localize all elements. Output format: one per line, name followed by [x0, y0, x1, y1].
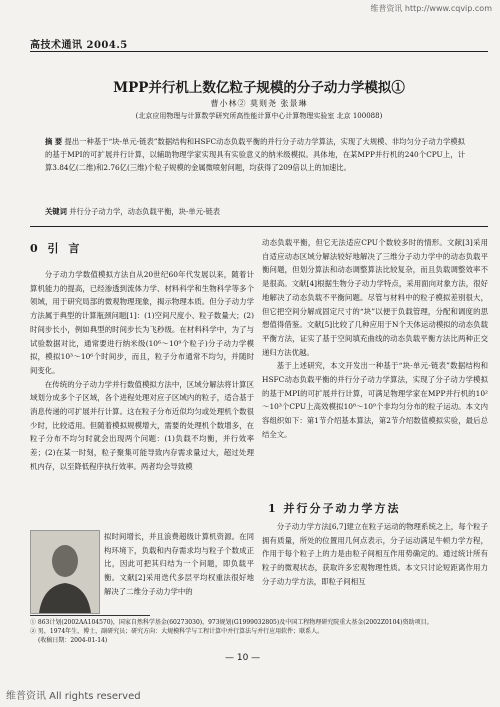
journal-header: 高技术通讯 2004.5: [30, 40, 128, 51]
bio-text-block: [104, 530, 254, 599]
affiliation: (北京应用物理与计算数学研究所高性能计算中心计算物理实验室 北京 100088): [135, 112, 383, 120]
footnote: ② 男，1974年生，博士，副研究员；研究方向：大规模科学与工程计算中并行算法与并行应用软件；联系人。: [30, 628, 324, 635]
page-number: — 10 —: [225, 653, 261, 663]
authors: 曹小林② 莫则尧 张景琳: [210, 99, 308, 108]
header-rule: [30, 51, 488, 52]
keywords: [45, 207, 465, 217]
watermark-top: 维普资讯 http://www.cqvip.com: [370, 4, 492, 13]
paper-title: MPP并行机上数亿粒子规模的分子动力学模拟①: [113, 80, 405, 96]
right-column-lower: [262, 520, 488, 589]
footnote-rule: [30, 615, 150, 616]
footnote: ① 863计划(2002AA104570)，国家自然科学基金(60273030)，973规划(G1999032805)及中国工程物理研究院重大基金(2002Z0104)资助项目。: [30, 619, 433, 626]
author-photo: [30, 530, 100, 614]
paragraph: 拟时间增长，并且浪费超级计算机资源。在同构环境下，负载和内存需求均与粒子个数成正比，因此可把其归结为一个问题，即负载平衡。文献[2]采用迭代多层平均权重法很好地解决了二维分子动力学中的: [104, 532, 254, 596]
abstract-text: 提出一种基于“块-单元-链表”数据结构和HSFC动态负载平衡的并行分子动力学算法，实现了大规模、非均匀分子动力学模拟的基于MPI的可扩展并行计算，以辅助物理学家实现具有实验意义的纳米级模拟。具体地，在某MPP并行机的240个CPU上，计算3.84亿(二维)和2.76亿(三维)个粒子规模的金属微喷射问题，均获得了209倍以上的加速比。: [45, 137, 465, 172]
paragraph: 分子动力学数值模拟方法自从20世纪60年代发展以来，随着计算机能力的提高，已经渗透到流体力学、材料科学和生物科学等多个领域，用于研究局部的微观物理现象，揭示物理本质。但分子动力学方法属于典型的计算瓶颈问题[1]：(1)空间尺度小、粒子数量大；(2)时间步长小，例如典型的时间步长为飞秒级。在材料科学中，为了与试验数据对比，通常要进行纳米级(10⁶～10⁹个粒子)分子动力学模拟，模拟10³～10⁶个时间步，而且，粒子分布通常不均匀，并随时间变化。: [30, 270, 254, 375]
right-column: [262, 236, 488, 442]
abstract-rule: [30, 226, 488, 227]
paragraph: 分子动力学方法[6,7]建立在粒子运动的物理系统之上，每个粒子拥有质量，所处的位置用几何点表示，分子运动满足牛顿力学方程，作用于每个粒子上的力是由粒子间相互作用势确定的。通过统计所有粒子的微观状态，获取许多宏观物理性质。本文只讨论短距离作用力分子动力学方法，即粒子间相互: [262, 522, 488, 586]
keywords-text: 并行分子动力学，动态负载平衡，块-单元-链表: [69, 207, 221, 216]
abstract-label: 摘 要: [45, 137, 63, 146]
paragraph: 动态负载平衡，但它无法适应CPU个数较多时的情形。文献[3]采用自适应动态区域分解法较好地解决了三维分子动力学中的动态负载平衡问题，但划分算法和动态调整算法比较复杂，而且负载调整效率不是很高。文献[4]根据生物分子动力学特点，采用面向对象方法，很好地解决了动态负载不平衡问题。尽管与材料中的粒子模拟差别很大，但它把空间分解成固定尺寸的“块”以便于负载管理，分配和调度的思想值得借鉴。文献[5]比较了几种应用于N个天体运动模拟的动态负载平衡方法，证实了基于空间填充曲线的动态负载平衡方法比两种正交递归方法优越。: [262, 238, 488, 357]
abstract: [45, 135, 465, 174]
footnote: (收稿日期：2004-01-14): [38, 637, 108, 644]
left-column: [30, 268, 254, 474]
paragraph: 基于上述研究，本文开发出一种基于“块-单元-链表”数据结构和HSFC动态负载平衡的并行分子动力学算法，实现了分子动力学模拟的基于MPI的可扩展并行计算，可满足物理学家在MPP并行机的10²～10³个CPU上高效模拟10⁸～10⁹个非均匀分布的粒子运动。本文内容组织如下：第1节介绍基本算法，第2节介绍数值模拟实验，最后总结全文。: [262, 361, 488, 439]
section-heading-intro: 0 引 言: [30, 242, 83, 255]
footnotes: [30, 618, 488, 645]
section-heading-1: 1 并行分子动力学方法: [268, 502, 401, 515]
keywords-label: 关键词: [45, 207, 67, 216]
paragraph: 在传统的分子动力学并行数值模拟方法中，区域分解法将计算区域划分成多个子区域，各个进程处理对应子区域内的粒子，适合基于消息传递的可扩展并行计算。这在粒子分布近似均匀或处理机个数很少时，比较适用。但随着模拟规模增大，需要的处理机个数增多，在粒子分布不均匀时就会出现两个问题：(1)负载不均衡，并行效率差；(2)在某一时刻，粒子聚集可能导致内存需求量过大，超过处理机内存，以至降低程序执行效率。两者均会导致模: [30, 379, 254, 471]
watermark-bottom: 维普资讯 All rights reserved: [6, 691, 141, 702]
